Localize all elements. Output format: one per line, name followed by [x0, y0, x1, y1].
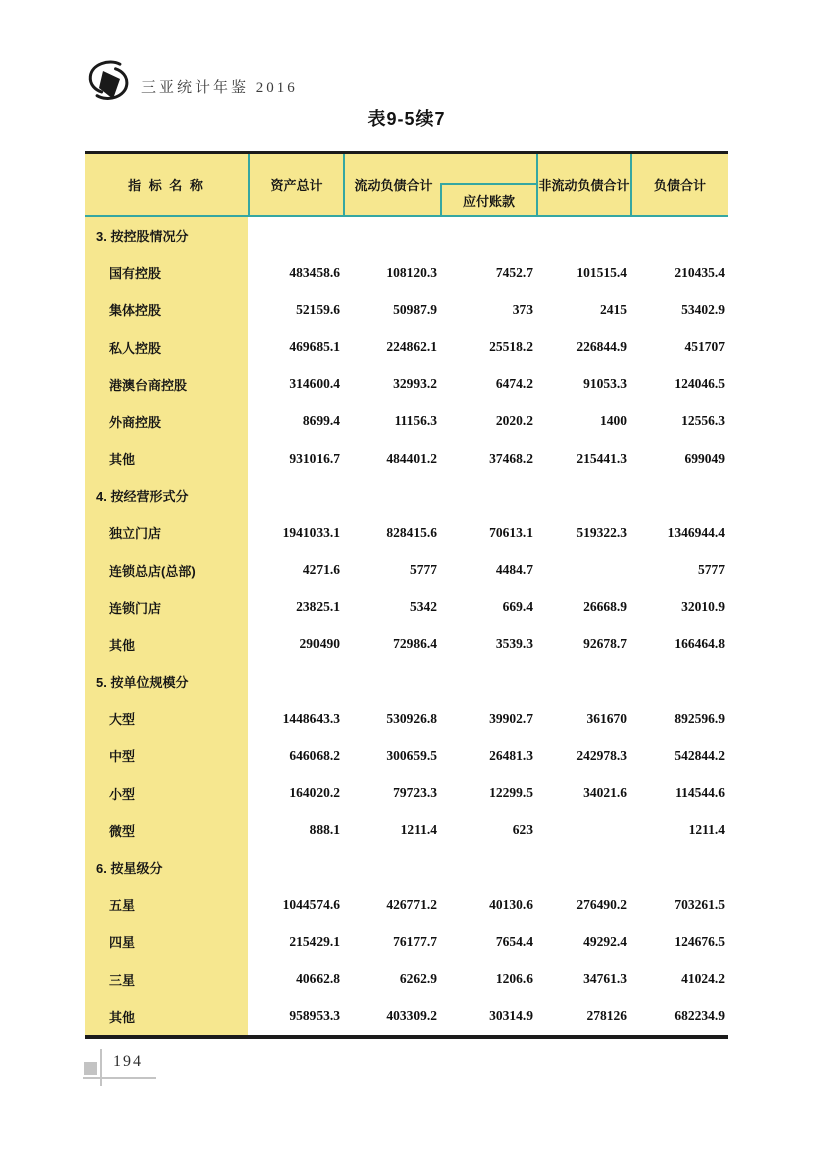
- cell-accounts-payable: 373: [512, 301, 533, 317]
- cell-current-liabilities: 32993.2: [393, 376, 437, 392]
- cell-total-assets: 23825.1: [296, 599, 340, 615]
- cell-noncurrent-liabilities: 278126: [586, 1008, 627, 1024]
- cell-total-liabilities: 703261.5: [674, 896, 725, 912]
- cell-total-liabilities: 166464.8: [674, 636, 725, 652]
- cell-total-assets: [248, 663, 343, 700]
- table-row: [85, 217, 728, 254]
- table-row: [85, 849, 728, 886]
- cell-noncurrent-liabilities: 91053.3: [583, 376, 627, 392]
- cell-accounts-payable: 39902.7: [489, 710, 533, 726]
- cell-current-liabilities: 300659.5: [386, 747, 437, 763]
- cell-total-liabilities: 542844.2: [674, 747, 725, 763]
- cell-total-assets: 290490: [299, 636, 340, 652]
- header-total-liabilities: 负债合计: [630, 154, 728, 215]
- cell-current-liabilities: 11156.3: [394, 413, 437, 429]
- cell-total-liabilities: 1211.4: [688, 822, 725, 838]
- table-row: [85, 552, 728, 589]
- row-label: 大型: [85, 700, 248, 737]
- cell-total-assets: 1941033.1: [282, 524, 340, 540]
- page-mark-horizontal-line: [83, 1077, 156, 1079]
- cell-accounts-payable: 7452.7: [495, 264, 533, 280]
- cell-current-liabilities: 108120.3: [386, 264, 437, 280]
- cell-noncurrent-liabilities: [536, 217, 630, 254]
- cell-noncurrent-liabilities: 1400: [600, 413, 627, 429]
- cell-current-liabilities: [343, 217, 440, 254]
- cell-total-liabilities: 124046.5: [674, 376, 725, 392]
- cell-total-liabilities: 114544.6: [675, 785, 725, 801]
- page-mark-vertical-line: [100, 1049, 102, 1086]
- row-label: 小型: [85, 775, 248, 812]
- cell-noncurrent-liabilities: [536, 477, 630, 514]
- cell-accounts-payable: 3539.3: [495, 636, 533, 652]
- cell-accounts-payable: 669.4: [502, 599, 533, 615]
- table-row: [85, 700, 728, 737]
- table-row: [85, 886, 728, 923]
- cell-total-liabilities: 699049: [684, 450, 725, 466]
- row-label: 其他: [85, 440, 248, 477]
- row-label: 外商控股: [85, 403, 248, 440]
- header-current-liabilities-group: [343, 154, 536, 215]
- cell-total-liabilities: 124676.5: [674, 933, 725, 949]
- row-label: 私人控股: [85, 329, 248, 366]
- cell-current-liabilities: 6262.9: [399, 971, 437, 987]
- cell-noncurrent-liabilities: 49292.4: [583, 933, 627, 949]
- table-row: [85, 960, 728, 997]
- row-label: 集体控股: [85, 291, 248, 328]
- cell-accounts-payable: 623: [512, 822, 533, 838]
- cell-total-assets: 483458.6: [289, 264, 340, 280]
- table-body: [85, 217, 728, 1039]
- cell-total-assets: 4271.6: [302, 562, 340, 578]
- cell-total-assets: 164020.2: [289, 785, 340, 801]
- table-row: [85, 440, 728, 477]
- cell-noncurrent-liabilities: [536, 849, 630, 886]
- cell-accounts-payable: [440, 663, 536, 700]
- cell-total-assets: [248, 849, 343, 886]
- table-row: [85, 812, 728, 849]
- cell-accounts-payable: 7654.4: [495, 933, 533, 949]
- cell-current-liabilities: 1211.4: [400, 822, 437, 838]
- cell-noncurrent-liabilities: 92678.7: [583, 636, 627, 652]
- cell-current-liabilities: 224862.1: [386, 339, 437, 355]
- cell-noncurrent-liabilities: 101515.4: [576, 264, 627, 280]
- cell-accounts-payable: 26481.3: [489, 747, 533, 763]
- row-label: 中型: [85, 737, 248, 774]
- row-label: 6. 按星级分: [85, 849, 248, 886]
- cell-noncurrent-liabilities: 276490.2: [576, 896, 627, 912]
- cell-total-liabilities: 210435.4: [674, 264, 725, 280]
- cell-accounts-payable: 40130.6: [489, 896, 533, 912]
- table-row: [85, 366, 728, 403]
- cell-current-liabilities: 484401.2: [386, 450, 437, 466]
- table-row: [85, 477, 728, 514]
- cell-total-liabilities: 12556.3: [681, 413, 725, 429]
- cell-total-liabilities: 892596.9: [674, 710, 725, 726]
- row-label: 5. 按单位规模分: [85, 663, 248, 700]
- cell-total-assets: 931016.7: [289, 450, 340, 466]
- cell-total-assets: 1044574.6: [282, 896, 340, 912]
- cell-accounts-payable: 30314.9: [489, 1008, 533, 1024]
- cell-noncurrent-liabilities: 242978.3: [576, 747, 627, 763]
- cell-total-assets: 40662.8: [296, 971, 340, 987]
- yearbook-title: 三亚统计年鉴 2016: [141, 80, 298, 96]
- table-row: [85, 589, 728, 626]
- cell-total-liabilities: [630, 477, 728, 514]
- row-label: 三星: [85, 960, 248, 997]
- header-accounts-payable: 应付账款: [440, 183, 536, 215]
- table-row: [85, 626, 728, 663]
- cell-current-liabilities: 5342: [410, 599, 437, 615]
- cell-accounts-payable: 2020.2: [495, 413, 533, 429]
- cell-current-liabilities: 828415.6: [386, 524, 437, 540]
- cell-accounts-payable: 12299.5: [489, 785, 533, 801]
- cell-total-assets: 8699.4: [302, 413, 340, 429]
- cell-total-liabilities: [630, 849, 728, 886]
- cell-total-liabilities: 682234.9: [674, 1008, 725, 1024]
- cell-noncurrent-liabilities: [536, 552, 630, 589]
- cell-noncurrent-liabilities: 215441.3: [576, 450, 627, 466]
- cell-noncurrent-liabilities: 361670: [586, 710, 627, 726]
- header-total-assets: 资产总计: [248, 154, 343, 215]
- row-label: 连锁总店(总部): [85, 552, 248, 589]
- cell-current-liabilities: [343, 663, 440, 700]
- cell-accounts-payable: 4484.7: [495, 562, 533, 578]
- cell-total-assets: 958953.3: [289, 1008, 340, 1024]
- cell-total-liabilities: 451707: [684, 339, 725, 355]
- header-indicator: 指 标 名 称: [128, 178, 205, 193]
- cell-accounts-payable: 70613.1: [489, 524, 533, 540]
- row-label: 其他: [85, 998, 248, 1035]
- table-row: [85, 998, 728, 1035]
- table-row: [85, 737, 728, 774]
- cell-current-liabilities: 5777: [410, 562, 437, 578]
- cell-accounts-payable: 25518.2: [489, 339, 533, 355]
- cell-noncurrent-liabilities: [536, 663, 630, 700]
- table-row: [85, 254, 728, 291]
- cell-noncurrent-liabilities: 26668.9: [583, 599, 627, 615]
- row-label: 四星: [85, 923, 248, 960]
- cell-noncurrent-liabilities: 2415: [600, 301, 627, 317]
- cell-total-assets: 469685.1: [289, 339, 340, 355]
- cell-total-assets: 314600.4: [289, 376, 340, 392]
- table-row: [85, 923, 728, 960]
- page-number: 194: [113, 1053, 143, 1070]
- row-label: 国有控股: [85, 254, 248, 291]
- cell-current-liabilities: 72986.4: [393, 636, 437, 652]
- cell-current-liabilities: 530926.8: [386, 710, 437, 726]
- cell-current-liabilities: [343, 849, 440, 886]
- cell-current-liabilities: 403309.2: [386, 1008, 437, 1024]
- table-row: [85, 663, 728, 700]
- table-row: [85, 403, 728, 440]
- row-label: 港澳台商控股: [85, 366, 248, 403]
- cell-accounts-payable: 37468.2: [489, 450, 533, 466]
- cell-noncurrent-liabilities: [536, 812, 630, 849]
- header-noncurrent-liabilities: 非流动负债合计: [536, 154, 630, 215]
- cell-total-assets: [248, 217, 343, 254]
- table-row: [85, 514, 728, 551]
- cell-total-liabilities: 32010.9: [681, 599, 725, 615]
- cell-total-liabilities: 53402.9: [681, 301, 725, 317]
- cell-accounts-payable: [440, 477, 536, 514]
- cell-accounts-payable: [440, 849, 536, 886]
- row-label: 独立门店: [85, 514, 248, 551]
- statistics-table: [85, 151, 728, 1039]
- row-label: 其他: [85, 626, 248, 663]
- table-row: [85, 329, 728, 366]
- cell-total-assets: 888.1: [309, 822, 340, 838]
- cell-current-liabilities: [343, 477, 440, 514]
- cell-current-liabilities: 79723.3: [393, 785, 437, 801]
- yearbook-swirl-logo: [86, 58, 130, 108]
- cell-total-liabilities: [630, 663, 728, 700]
- cell-noncurrent-liabilities: 34761.3: [583, 971, 627, 987]
- row-label: 微型: [85, 812, 248, 849]
- cell-accounts-payable: [440, 217, 536, 254]
- cell-total-assets: 646068.2: [289, 747, 340, 763]
- header-current-liabilities: 流动负债合计: [354, 178, 433, 193]
- cell-total-assets: 1448643.3: [282, 710, 340, 726]
- cell-accounts-payable: 6474.2: [495, 376, 533, 392]
- cell-current-liabilities: 76177.7: [393, 933, 437, 949]
- cell-total-liabilities: 1346944.4: [667, 524, 725, 540]
- cell-current-liabilities: 426771.2: [386, 896, 437, 912]
- cell-accounts-payable: 1206.6: [495, 971, 533, 987]
- table-row: [85, 775, 728, 812]
- table-header-row: [85, 151, 728, 217]
- cell-total-assets: [248, 477, 343, 514]
- cell-noncurrent-liabilities: 34021.6: [583, 785, 627, 801]
- cell-noncurrent-liabilities: 519322.3: [576, 524, 627, 540]
- cell-total-liabilities: 41024.2: [681, 971, 725, 987]
- table-row: [85, 291, 728, 328]
- cell-total-assets: 52159.6: [296, 301, 340, 317]
- cell-total-liabilities: 5777: [698, 562, 725, 578]
- cell-noncurrent-liabilities: 226844.9: [576, 339, 627, 355]
- table-title: 表9-5续7: [367, 109, 446, 129]
- page-mark-square: [84, 1062, 97, 1075]
- row-label: 连锁门店: [85, 589, 248, 626]
- row-label: 五星: [85, 886, 248, 923]
- row-label: 3. 按控股情况分: [85, 217, 248, 254]
- cell-current-liabilities: 50987.9: [393, 301, 437, 317]
- cell-total-liabilities: [630, 217, 728, 254]
- row-label: 4. 按经营形式分: [85, 477, 248, 514]
- cell-total-assets: 215429.1: [289, 933, 340, 949]
